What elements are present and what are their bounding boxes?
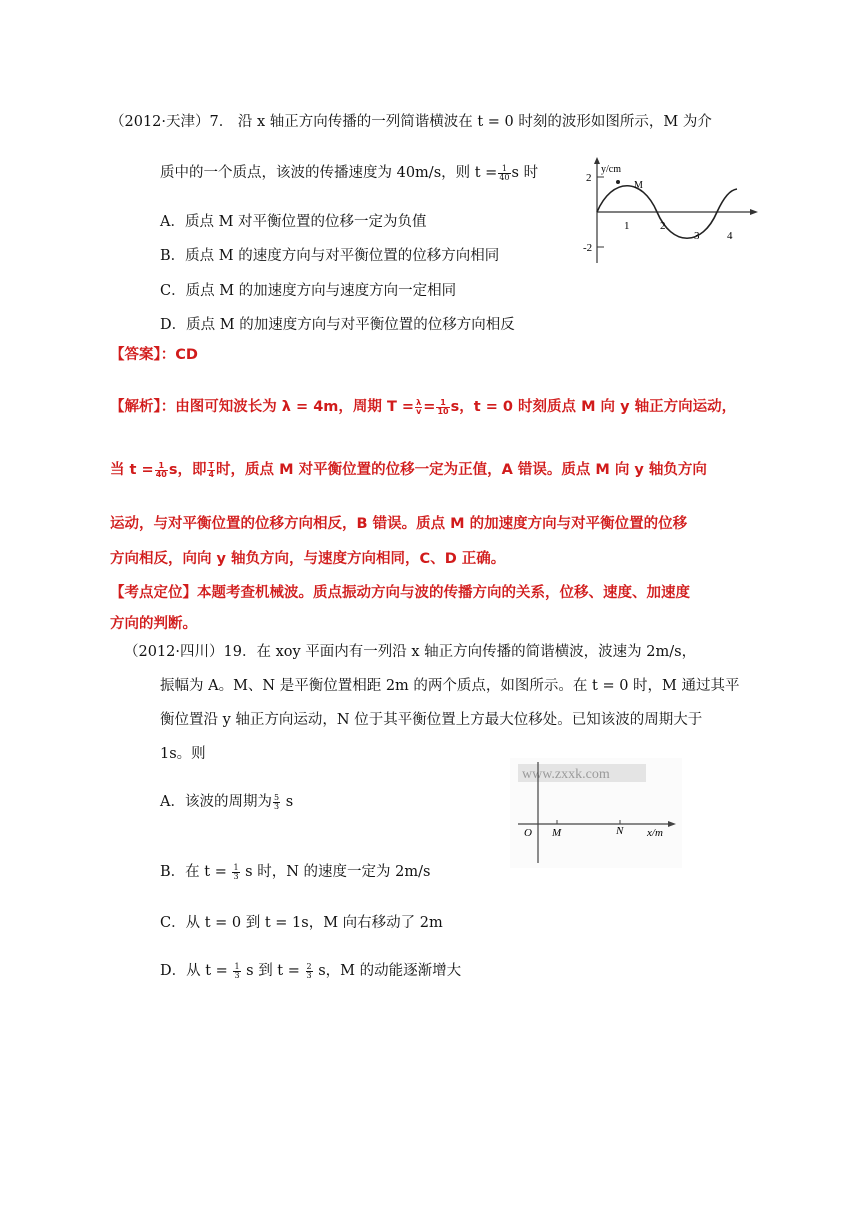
q1-stem-frac-den: 40 xyxy=(499,172,510,182)
q2-option-d-num1: 1 xyxy=(234,961,240,971)
q2-option-b-num: 1 xyxy=(233,862,239,872)
q1-stem-text-b: s 时 xyxy=(511,165,539,181)
q1-analysis-line3: 运动，与对平衡位置的位移方向相反，B 错误。质点 M 的加速度方向与对平衡位置的位移 xyxy=(110,516,688,532)
q2-option-d-text: D．从 t = xyxy=(160,963,228,979)
q2-option-d-mid: s 到 t = xyxy=(246,963,300,979)
q1-analysis2-frac2 xyxy=(207,462,215,479)
q1-analysis-frac2-den: 10 xyxy=(437,406,449,416)
q1-analysis-frac1 xyxy=(415,399,422,416)
q1-wave-graph xyxy=(582,155,760,267)
q2-stem-line2: 振幅为 A。M、N 是平衡位置相距 2m 的两个质点，如图所示。在 t = 0 时，M 通过其平 xyxy=(160,678,740,694)
q1-analysis2-text-a: 当 t = xyxy=(110,462,154,478)
q2-option-d-den1: 3 xyxy=(234,970,240,980)
q1-analysis-line4: 方向相反，向向 y 轴负方向，与速度方向相同，C、D 正确。 xyxy=(110,551,506,567)
q2-position-diagram xyxy=(510,758,682,868)
q2-stem-line1: （2012·四川）19．在 xoy 平面内有一列沿 x 轴正方向传播的简谐横波，波速为 2m/s， xyxy=(124,644,697,660)
q2-option-b-den: 3 xyxy=(233,871,239,881)
q2-option-c: C．从 t = 0 到 t = 1s，M 向右移动了 2m xyxy=(160,915,443,931)
q1-xtick-4: 4 xyxy=(727,230,733,242)
q1-xtick-1: 1 xyxy=(624,220,630,232)
q1-stem-fraction xyxy=(498,165,510,182)
q1-y-bottom-label: -2 xyxy=(583,242,593,254)
q2-option-a-unit: s xyxy=(285,794,294,810)
q2-watermark: www.zxxk.com xyxy=(522,767,610,782)
q1-option-c: C．质点 M 的加速度方向与速度方向一定相同 xyxy=(160,283,457,299)
q1-y-arrow xyxy=(594,157,600,164)
q1-kaodian-line1: 【考点定位】本题考查机械波。质点振动方向与波的传播方向的关系，位移、速度、加速度 xyxy=(110,585,690,601)
q1-point-m-label: M xyxy=(634,180,643,191)
q1-answer: 【答案】：CD xyxy=(110,347,198,363)
q1-stem-line2 xyxy=(160,163,538,183)
q2-option-d-frac2 xyxy=(306,963,313,980)
q1-analysis-frac1-num: λ xyxy=(416,397,422,407)
q1-option-d: D．质点 M 的加速度方向与对平衡位置的位移方向相反 xyxy=(160,317,515,333)
q1-analysis2-frac xyxy=(155,462,168,479)
q2-stem-line4: 1s。则 xyxy=(160,746,206,762)
q1-point-m xyxy=(616,180,620,184)
q1-analysis2-text-b: s，即 xyxy=(168,462,207,478)
q2-stem-line3: 衡位置沿 y 轴正方向运动，N 位于其平衡位置上方最大位移处。已知该波的周期大于 xyxy=(160,712,703,728)
q1-analysis2-frac-den: 40 xyxy=(155,469,167,479)
q1-ylabel: y/cm xyxy=(601,164,621,175)
q1-xtick-3: 3 xyxy=(694,230,700,242)
q2-option-a-text: A．该波的周期为 xyxy=(160,794,272,810)
q1-stem-line1: （2012·天津）7． 沿 x 轴正方向传播的一列简谐横波在 t = 0 时刻的波形如图所示，M 为介 xyxy=(110,114,712,130)
q2-option-d-den2: 3 xyxy=(306,970,312,980)
q2-option-d-num2: 2 xyxy=(306,961,312,971)
q1-analysis-eq: = xyxy=(423,399,436,415)
q1-analysis2-frac-num: 1 xyxy=(155,462,168,471)
q1-y-top-label: 2 xyxy=(586,172,592,184)
q2-option-d-frac1 xyxy=(233,963,240,980)
q1-analysis-text-a: 【解析】：由图可知波长为 λ = 4m，周期 T = xyxy=(110,399,415,415)
q2-option-b-frac xyxy=(232,864,239,881)
q1-analysis-text-b: s，t = 0 时刻质点 M 向 y 轴正方向运动， xyxy=(450,399,737,415)
q2-option-b-text: B．在 t = xyxy=(160,864,227,880)
q1-analysis2-frac2-num: T xyxy=(208,460,214,470)
q2-n-label: N xyxy=(616,825,624,837)
q2-option-a-frac xyxy=(273,794,280,811)
q2-xlabel: x/m xyxy=(647,827,663,839)
q1-analysis-line1 xyxy=(110,397,736,417)
q2-option-b xyxy=(160,862,430,882)
q1-option-a: A．质点 M 对平衡位置的位移一定为负值 xyxy=(160,214,427,230)
q2-origin-label: O xyxy=(524,827,532,839)
q2-option-d-rest: s，M 的动能逐渐增大 xyxy=(318,963,462,979)
q2-option-d xyxy=(160,961,461,981)
q1-analysis2-text-c: 时，质点 M 对平衡位置的位移一定为正值，A 错误。质点 M 向 y 轴负方向 xyxy=(216,462,707,478)
q1-x-arrow xyxy=(750,209,758,215)
q2-option-a-num: 5 xyxy=(273,792,280,802)
q1-analysis-frac1-den: v xyxy=(416,406,422,416)
q1-kaodian-line2: 方向的判断。 xyxy=(110,616,197,632)
q1-stem-text-a: 质中的一个质点，该波的传播速度为 40m/s，则 t = xyxy=(160,165,498,181)
q1-analysis-frac2-num: 1 xyxy=(436,399,449,408)
q2-option-a xyxy=(160,792,293,812)
q1-xtick-2: 2 xyxy=(660,220,666,232)
q1-analysis2-frac2-den: 4 xyxy=(208,469,215,479)
q2-option-b-rest: s 时，N 的速度一定为 2m/s xyxy=(245,864,431,880)
q1-stem-frac-num: 1 xyxy=(498,165,510,174)
q1-analysis-line2 xyxy=(110,460,707,480)
q2-m-label: M xyxy=(552,827,562,839)
q2-option-a-den: 3 xyxy=(273,801,280,811)
q1-analysis-frac2 xyxy=(436,399,449,416)
q1-option-b: B．质点 M 的速度方向与对平衡位置的位移方向相同 xyxy=(160,248,500,264)
